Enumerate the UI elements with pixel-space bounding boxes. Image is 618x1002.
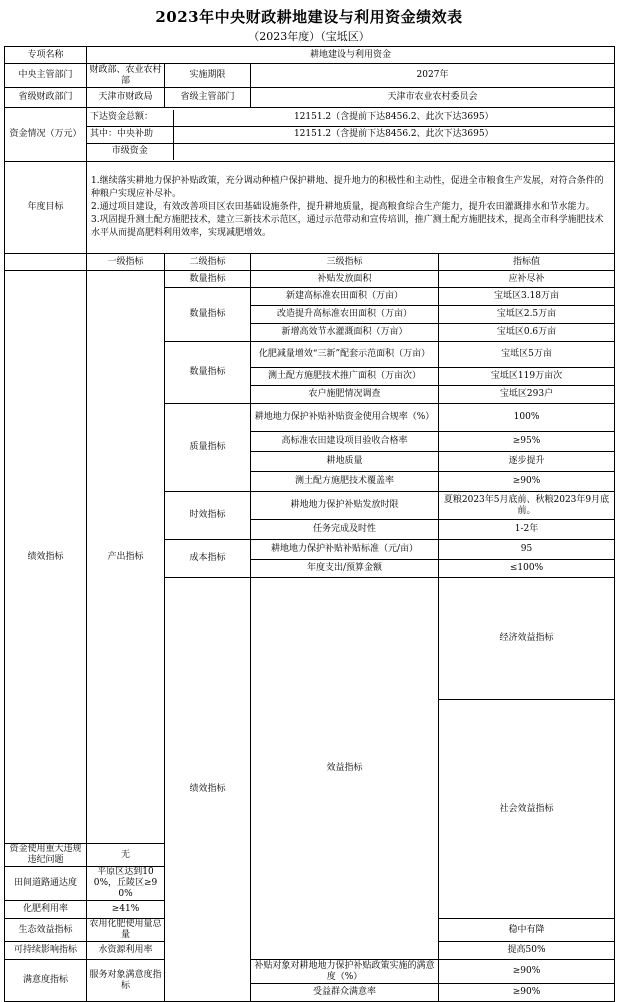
header-level2: 二级指标 <box>165 254 251 271</box>
l3-value: 稳中有降 <box>439 919 615 942</box>
output-label: 产出指标 <box>87 271 165 844</box>
l3-value: 宝坻区293户 <box>439 386 615 404</box>
goal-item: 1.继续落实耕地力保护补贴政策，充分调动种植户保护耕地、提升地力的积极性和主动性，促进全市粮食生产发展，对符合条件的种粮户实现应补尽补。 <box>91 176 604 199</box>
l2-output-qty: 数量指标 <box>165 288 251 342</box>
l2-benefit-econ: 经济效益指标 <box>439 578 615 700</box>
l3-value: ≥90% <box>439 472 615 492</box>
l2-benefit-social: 社会效益指标 <box>439 700 615 919</box>
l2-benefit-sustain: 可持续影响指标 <box>5 942 87 960</box>
l3-name: 受益群众满意率 <box>251 984 439 1002</box>
l2-output-time: 时效指标 <box>165 492 251 540</box>
period: 2027年 <box>251 64 615 88</box>
l3-name: 补贴对象对耕地地力保护补贴政策实施的满意度（%） <box>251 960 439 984</box>
funds-city-label: 市级资金 <box>87 143 173 160</box>
l2-output-qty: 数量指标 <box>165 342 251 404</box>
l3-value: 宝坻区2.5万亩 <box>439 306 615 324</box>
funds-total-label: 下达资金总额： <box>87 110 173 127</box>
central-dept-label: 中央主管部门 <box>5 64 87 88</box>
l3-name: 新增高效节水灌溉面积（万亩） <box>251 324 439 342</box>
l2-output-cost: 成本指标 <box>165 540 251 578</box>
header-level3: 三级指标 <box>251 254 439 271</box>
l3-name: 耕地质量 <box>251 452 439 472</box>
prov-finance: 天津市财政局 <box>87 88 165 108</box>
l3-value: 应补尽补 <box>439 271 615 288</box>
funds-total-value: 12151.2（含提前下达8456.2、此次下达3695） <box>173 110 614 127</box>
l3-name: 田间道路通达度 <box>5 867 87 901</box>
performance-table <box>4 46 615 1002</box>
goal-item: 3.巩固提升测土配方施肥技术，建立三新技术示范区，通过示范带动和宣传培训，推广测土配方施肥技术，提高全市科学施肥技术水平从而提高肥料利用效率，实现减肥增效。 <box>91 215 604 238</box>
l3-value: 逐步提升 <box>439 452 615 472</box>
l2-benefit-eco: 生态效益指标 <box>5 919 87 942</box>
document-title: 2023年中央财政耕地建设与利用资金绩效表 <box>155 8 463 26</box>
l3-value: 100% <box>439 404 615 432</box>
l3-value: ≥41% <box>87 901 165 919</box>
funds-central-label: 其中：中央补助 <box>87 126 173 143</box>
l3-value: ≥95% <box>439 432 615 452</box>
period-label: 实施期限 <box>165 64 251 88</box>
l3-name: 耕地地力保护补贴补贴资金使用合规率（%） <box>251 404 439 432</box>
l3-value: 提高50% <box>439 942 615 960</box>
l3-value: 宝坻区0.6万亩 <box>439 324 615 342</box>
header-level1: 一级指标 <box>87 254 165 271</box>
l3-value: ≤100% <box>439 560 615 578</box>
l3-name: 化肥减量增效“三新”配套示范面积（万亩） <box>251 342 439 368</box>
l2-satisfaction: 服务对象满意度指标 <box>87 960 165 1002</box>
l3-name: 耕地地力保护补贴补贴标准（元/亩） <box>251 540 439 560</box>
l3-value: 宝坻区5万亩 <box>439 342 615 368</box>
l3-value: 无 <box>87 844 165 867</box>
l3-value: 宝坻区119万亩次 <box>439 368 615 386</box>
prov-finance-label: 省级财政部门 <box>5 88 87 108</box>
l3-value: ≥90% <box>439 984 615 1002</box>
prov-dept-label: 省级主管部门 <box>165 88 251 108</box>
project-name-label: 专项名称 <box>5 47 87 64</box>
funds-label: 资金情况（万元） <box>5 108 87 162</box>
project-name: 耕地建设与利用资金 <box>87 47 615 64</box>
l3-name: 测土配方施肥技术推广面积（万亩次） <box>251 368 439 386</box>
funds-cell <box>87 108 615 162</box>
goal-label: 年度目标 <box>5 162 87 254</box>
l3-name: 水资源利用率 <box>87 942 165 960</box>
l3-name: 补贴发放面积 <box>251 271 439 288</box>
benefit-label: 效益指标 <box>251 578 439 960</box>
funds-central-value: 12151.2（含提前下达8456.2、此次下达3695） <box>173 126 614 143</box>
l3-value: 夏粮2023年5月底前、秋粮2023年9月底前。 <box>439 492 615 520</box>
l3-name: 改造提升高标准农田面积（万亩） <box>251 306 439 324</box>
funds-city-value <box>173 143 614 160</box>
perf-label: 绩效指标 <box>5 271 87 844</box>
document-subtitle: （2023年度）（宝坻区） <box>248 30 370 43</box>
header-blank <box>5 254 87 271</box>
l3-name: 农户施肥情况调查 <box>251 386 439 404</box>
l3-name: 新建高标准农田面积（万亩） <box>251 288 439 306</box>
l3-name: 任务完成及时性 <box>251 520 439 540</box>
funds-subtable <box>87 110 614 160</box>
l2-output-quality: 质量指标 <box>165 404 251 492</box>
l3-name: 耕地地力保护补贴发放时限 <box>251 492 439 520</box>
goal-item: 2.通过项目建设，有效改善项目区农田基础设施条件，提升耕地质量，提高粮食综合生产能力，提升农田灌溉排水和节水能力。 <box>91 202 595 212</box>
l3-name: 农用化肥使用量总量 <box>87 919 165 942</box>
l3-value: 1-2年 <box>439 520 615 540</box>
perf-label-2: 绩效指标 <box>165 578 251 1002</box>
l3-name: 资金使用重大违规违纪问题 <box>5 844 87 867</box>
l3-name: 年度支出/预算金额 <box>251 560 439 578</box>
goal-text <box>87 162 615 254</box>
central-dept: 财政部、农业农村部 <box>87 64 165 88</box>
l3-name: 化肥利用率 <box>5 901 87 919</box>
l3-name: 测土配方施肥技术覆盖率 <box>251 472 439 492</box>
l3-name: 高标准农田建设项目验收合格率 <box>251 432 439 452</box>
prov-dept: 天津市农业农村委员会 <box>251 88 615 108</box>
l3-value: 宝坻区3.18万亩 <box>439 288 615 306</box>
l2-output-qty: 数量指标 <box>165 271 251 288</box>
header-value: 指标值 <box>439 254 615 271</box>
satisfaction-label: 满意度指标 <box>5 960 87 1002</box>
l3-value: 平原区达到100%，丘陵区≥90% <box>87 867 165 901</box>
l3-value: ≥90% <box>439 960 615 984</box>
l3-value: 95 <box>439 540 615 560</box>
